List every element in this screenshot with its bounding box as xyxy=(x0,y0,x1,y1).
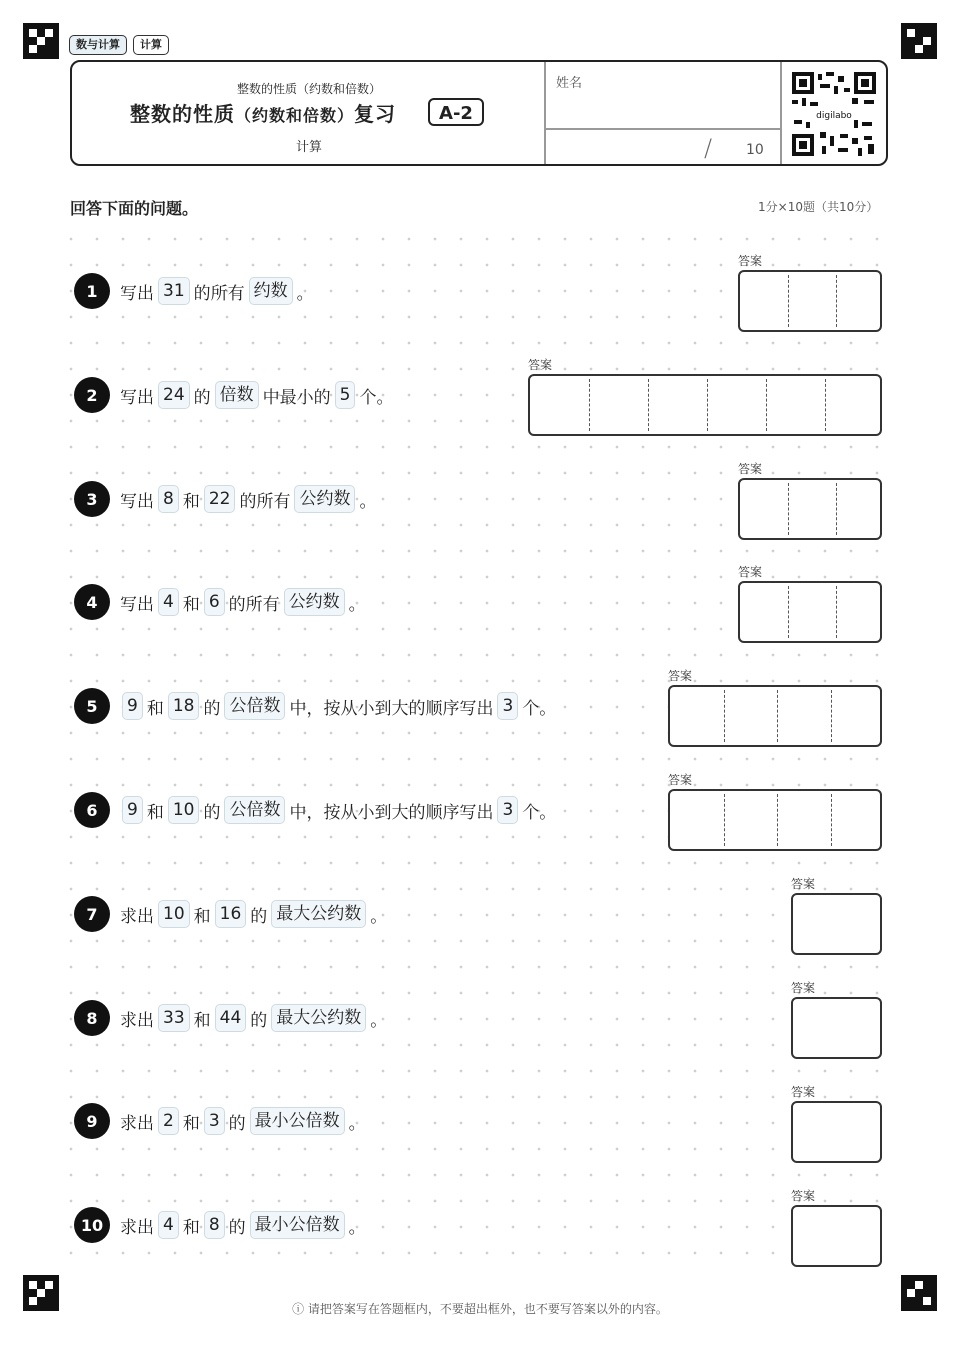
question-number: 6 xyxy=(74,792,110,828)
question-text: 个。 xyxy=(359,387,394,408)
highlighted-term: 约数 xyxy=(249,277,293,305)
highlighted-term: 6 xyxy=(204,588,225,616)
highlighted-term: 2 xyxy=(158,1107,179,1135)
points-info: 1分×10题（共10分） xyxy=(758,200,879,214)
question-text: 的所有 xyxy=(228,594,280,615)
answer-box-1[interactable] xyxy=(738,270,882,332)
question-text: 的 xyxy=(228,1113,246,1134)
answer-cell-divider xyxy=(825,379,826,431)
answer-box-2[interactable] xyxy=(528,374,882,436)
header-category: 计算 xyxy=(295,140,322,155)
question-9 xyxy=(74,1103,367,1139)
answer-label: 答案 xyxy=(738,254,763,268)
answer-cell-divider xyxy=(724,794,725,846)
question-text: 和 xyxy=(182,1217,200,1238)
question-number: 7 xyxy=(74,896,110,932)
worksheet-code: A-2 xyxy=(428,98,484,126)
answer-label: 答案 xyxy=(738,565,763,579)
answer-label: 答案 xyxy=(791,877,816,891)
question-text: 写出 xyxy=(120,491,154,512)
question-text: 中，按从小到大的顺序写出 xyxy=(289,802,494,823)
question-4 xyxy=(74,584,367,620)
page-title: 整数的性质（约数和倍数）复习 xyxy=(130,102,397,126)
question-text: 。 xyxy=(296,283,314,304)
highlighted-term: 9 xyxy=(122,796,143,824)
answer-cell-divider xyxy=(788,275,789,327)
divider xyxy=(780,62,782,164)
highlighted-term: 18 xyxy=(168,692,200,720)
highlighted-term: 最小公倍数 xyxy=(250,1107,345,1135)
question-1 xyxy=(74,273,315,309)
question-text: 求出 xyxy=(120,1217,154,1238)
question-text: 的 xyxy=(203,698,221,719)
question-10 xyxy=(74,1207,367,1243)
highlighted-term: 最大公约数 xyxy=(271,1004,366,1032)
question-text: 和 xyxy=(182,491,200,512)
question-text: 。 xyxy=(348,1113,366,1134)
answer-label: 答案 xyxy=(528,358,553,372)
tag-category: 计算 xyxy=(133,35,169,55)
highlighted-term: 4 xyxy=(158,1211,179,1239)
question-text: 求出 xyxy=(120,1010,154,1031)
question-text: 的 xyxy=(250,906,268,927)
highlighted-term: 8 xyxy=(158,485,179,513)
question-number: 9 xyxy=(74,1103,110,1139)
question-text: 。 xyxy=(348,1217,366,1238)
right-margin xyxy=(896,0,960,1358)
question-6 xyxy=(74,792,557,828)
question-text: 中最小的 xyxy=(262,387,331,408)
question-text: 。 xyxy=(348,594,366,615)
question-number: 3 xyxy=(74,481,110,517)
highlighted-term: 公倍数 xyxy=(224,796,285,824)
question-text: 的所有 xyxy=(193,283,245,304)
header-box xyxy=(70,60,888,166)
answer-box-10[interactable] xyxy=(791,1205,882,1267)
question-text: 写出 xyxy=(120,283,154,304)
question-5 xyxy=(74,688,557,724)
question-text: 。 xyxy=(359,491,377,512)
answer-cell-divider xyxy=(777,690,778,742)
score-slash: / xyxy=(704,134,713,162)
highlighted-term: 最大公约数 xyxy=(271,900,366,928)
question-text: 写出 xyxy=(120,387,154,408)
question-text: 的 xyxy=(203,802,221,823)
answer-cell-divider xyxy=(648,379,649,431)
highlighted-term: 10 xyxy=(168,796,200,824)
answer-cell-divider xyxy=(788,483,789,535)
question-text: 中，按从小到大的顺序写出 xyxy=(289,698,494,719)
question-number: 4 xyxy=(74,584,110,620)
header-subtitle: 整数的性质（约数和倍数） xyxy=(236,82,381,96)
answer-cell-divider xyxy=(788,586,789,638)
svg-text:digilabo: digilabo xyxy=(816,111,852,121)
answer-cell-divider xyxy=(589,379,590,431)
answer-cell-divider xyxy=(707,379,708,431)
answer-label: 答案 xyxy=(668,773,693,787)
answer-box-6[interactable] xyxy=(668,789,882,851)
question-text: 和 xyxy=(146,802,164,823)
score-total: 10 xyxy=(746,142,764,158)
question-text: 的 xyxy=(250,1010,268,1031)
question-text: 和 xyxy=(193,906,211,927)
highlighted-term: 8 xyxy=(204,1211,225,1239)
divider xyxy=(545,128,781,130)
answer-label: 答案 xyxy=(668,669,693,683)
question-number: 1 xyxy=(74,273,110,309)
highlighted-term: 公约数 xyxy=(284,588,345,616)
corner-marker-top-left xyxy=(23,23,59,59)
highlighted-term: 3 xyxy=(497,796,518,824)
answer-label: 答案 xyxy=(791,1189,816,1203)
qr-code-icon xyxy=(792,72,876,156)
corner-marker-top-right xyxy=(901,23,937,59)
answer-label: 答案 xyxy=(791,1085,816,1099)
highlighted-term: 最小公倍数 xyxy=(250,1211,345,1239)
answer-cell-divider xyxy=(777,794,778,846)
answer-cell-divider xyxy=(836,275,837,327)
highlighted-term: 9 xyxy=(122,692,143,720)
question-2 xyxy=(74,377,394,413)
highlighted-term: 公约数 xyxy=(294,485,355,513)
highlighted-term: 16 xyxy=(215,900,247,928)
answer-box-4[interactable] xyxy=(738,581,882,643)
name-field-label: 姓名 xyxy=(556,76,583,91)
question-number: 5 xyxy=(74,688,110,724)
highlighted-term: 倍数 xyxy=(215,381,259,409)
divider xyxy=(544,62,546,164)
highlighted-term: 33 xyxy=(158,1004,190,1032)
highlighted-term: 公倍数 xyxy=(224,692,285,720)
question-text: 求出 xyxy=(120,906,154,927)
answer-box-3[interactable] xyxy=(738,478,882,540)
question-text: 和 xyxy=(193,1010,211,1031)
answer-cell-divider xyxy=(831,690,832,742)
answer-cell-divider xyxy=(766,379,767,431)
answer-box-9[interactable] xyxy=(791,1101,882,1163)
answer-cell-divider xyxy=(836,483,837,535)
answer-box-7[interactable] xyxy=(791,893,882,955)
instruction: 回答下面的问题。 xyxy=(70,199,199,218)
answer-label: 答案 xyxy=(791,981,816,995)
question-text: 。 xyxy=(370,906,388,927)
question-number: 10 xyxy=(74,1207,110,1243)
answer-cell-divider xyxy=(831,794,832,846)
highlighted-term: 5 xyxy=(335,381,356,409)
question-text: 和 xyxy=(182,1113,200,1134)
question-text: 的所有 xyxy=(239,491,291,512)
question-text: 和 xyxy=(146,698,164,719)
question-text: 个。 xyxy=(522,698,557,719)
answer-box-8[interactable] xyxy=(791,997,882,1059)
highlighted-term: 31 xyxy=(158,277,190,305)
question-text: 的 xyxy=(193,387,211,408)
answer-cell-divider xyxy=(836,586,837,638)
answer-label: 答案 xyxy=(738,462,763,476)
question-number: 8 xyxy=(74,1000,110,1036)
highlighted-term: 3 xyxy=(497,692,518,720)
question-text: 求出 xyxy=(120,1113,154,1134)
question-text: 和 xyxy=(182,594,200,615)
answer-cell-divider xyxy=(724,690,725,742)
answer-box-5[interactable] xyxy=(668,685,882,747)
question-7 xyxy=(74,896,388,932)
question-3 xyxy=(74,481,377,517)
question-text: 。 xyxy=(370,1010,388,1031)
tag-domain: 数与计算 xyxy=(69,35,127,55)
question-8 xyxy=(74,1000,388,1036)
footer-note: ⓘ 请把答案写在答题框内，不要超出框外，也不要写答案以外的内容。 xyxy=(292,1302,668,1316)
highlighted-term: 44 xyxy=(215,1004,247,1032)
highlighted-term: 3 xyxy=(204,1107,225,1135)
highlighted-term: 24 xyxy=(158,381,190,409)
question-text: 个。 xyxy=(522,802,557,823)
question-number: 2 xyxy=(74,377,110,413)
question-text: 的 xyxy=(228,1217,246,1238)
question-text: 写出 xyxy=(120,594,154,615)
highlighted-term: 22 xyxy=(204,485,236,513)
left-margin xyxy=(0,0,62,1358)
highlighted-term: 10 xyxy=(158,900,190,928)
highlighted-term: 4 xyxy=(158,588,179,616)
